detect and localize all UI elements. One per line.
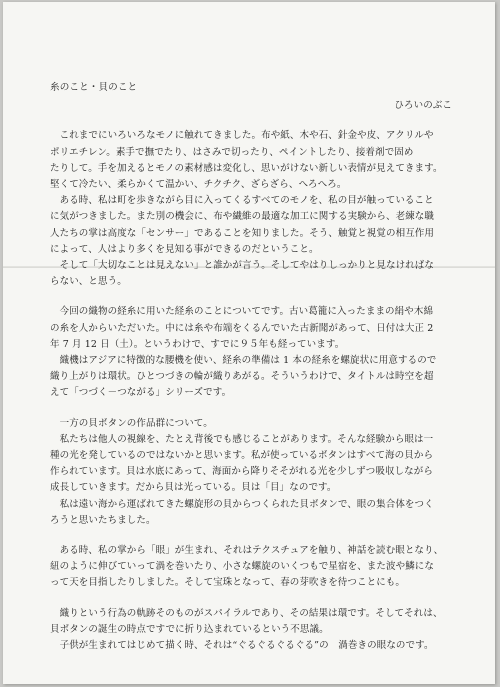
document-author: ひろいのぶこ [394, 100, 452, 112]
text-line: ろうと思いたちました。 [50, 514, 156, 526]
text-line: らない、と思う。 [50, 276, 127, 288]
text-line: の糸を人からいただいた。中には糸や布端をくるんでいた古新聞があって、日付は大正 2 [50, 322, 434, 334]
text-line: えて「つづく－つながる」シリーズです。 [50, 387, 232, 399]
text-line: 種の光を発しているのではないかと思います。私が使っているボタンはすべて海の貝から [50, 450, 434, 462]
paragraph [50, 543, 460, 592]
text-line: たりして。手を加えるとモノの素材感は変化し、思いがけない新しい表情が見えてきます。 [50, 162, 443, 174]
text-line: 堅くて冷たい、柔らかくて温かい、チクチク、ざらざら、へろへろ。 [50, 179, 347, 191]
document-title: 糸のこと・貝のこと [50, 82, 138, 93]
paper-sheet [3, 2, 495, 684]
text-line: 一方の貝ボタンの作品群について。 [50, 417, 213, 429]
paragraph-list [50, 128, 460, 654]
text-line: に気がつきました。また別の機会に、布や繊維の最適な加工に関する実験から、老練な職 [50, 211, 435, 223]
text-line: 人たちの掌は高度な「センサー」であることを知りました。そう、触覚と視覚の相互作用 [50, 227, 435, 239]
text-line: 貝ボタンの誕生の時点ですでに折り込まれているという不思議。 [50, 623, 329, 635]
paragraph [50, 304, 460, 401]
text-line: 織り上がりは環状。ひとつづきの輪が織りあがる。そういうわけで、タイトルは時空を超 [50, 371, 434, 383]
text-line: 年 7 月 12 日（土）。というわけで、すでに９５年も経っています。 [50, 338, 345, 350]
text-line: 作られています。貝は水底にあって、海面から降りそそがれる光を少しずつ吸収しながら [50, 466, 433, 478]
text-line: 今回の織物の経糸に用いた経糸のことについてです。古い葛籠に入ったままの絹や木綿 [50, 306, 434, 318]
text-line: 織りという行為の軌跡そのものがスパイラルであり、その結果は環です。そしてそれは、 [50, 607, 443, 619]
paragraph [50, 128, 460, 290]
text-line: これまでにいろいろなモノに触れてきました。布や紙、木や石、針金や皮、アクリルや [50, 130, 434, 142]
text-line: によって、人はより多くを見知る事ができるのだということ。 [50, 243, 319, 255]
paragraph [50, 416, 460, 529]
text-line: 織機はアジアに特徴的な腰機を使い、経糸の準備は 1 本の経糸を螺旋状に用意するので [50, 355, 437, 367]
paragraph [50, 606, 460, 655]
text-line: 紐のように伸びていって渦を巻いたり、小さな螺旋のいくつもで星宿を、また波や鱗にな [50, 561, 435, 573]
text-line: って天を目指したりしました。そして宝珠となって、春の芽吹きを待つことにも。 [50, 577, 406, 589]
document-body [50, 80, 460, 668]
text-line: 成長していきます。だから貝は光っている。貝は「目」なのです。 [50, 482, 337, 494]
text-line: 子供が生まれてはじめて描く時、それは“ぐるぐるぐるぐる”の 渦巻きの眼なのです。 [50, 640, 434, 652]
text-line: ある時、私の掌から「眼」が生まれ、それはテクスチュアを触り、神話を読む眼となり、 [50, 545, 444, 557]
text-line: 私は遠い海から運ばれてきた螺旋形の貝からつくられた貝ボタンで、眼の集合体をつく [50, 498, 434, 510]
text-line: そして「大切なことは見えない」と誰かが言う。そしてやはりしっかりと見なければな [50, 260, 435, 272]
text-line: ポリエチレン。素手で撫でたり、はさみで切ったり、ペイントしたり、接着剤で固め [50, 146, 414, 158]
text-line: 私たちは他人の視線を、たとえ背後でも感じることがあります。そんな経験から眼は一 [50, 433, 434, 445]
text-line: ある時、私は町を歩きながら目に入ってくるすべてのモノを、私の目が触っていること [50, 195, 434, 207]
